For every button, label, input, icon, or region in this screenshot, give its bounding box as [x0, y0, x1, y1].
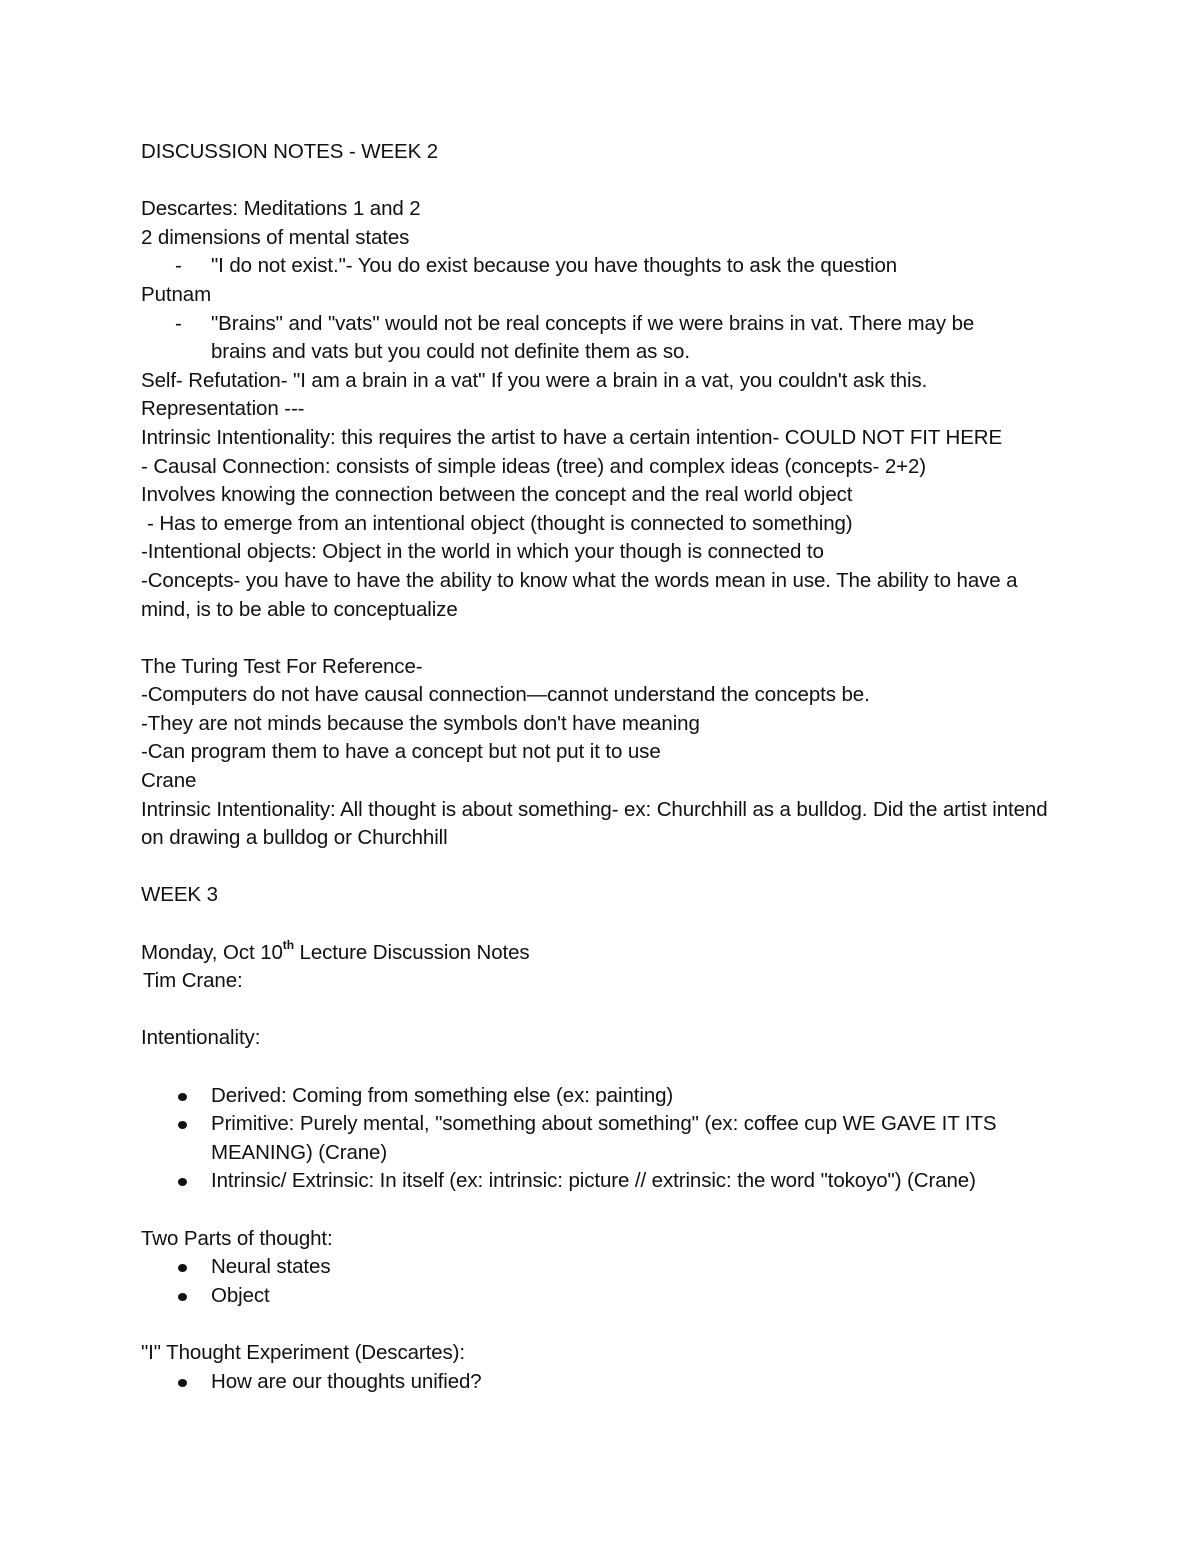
intentional-objects-line: -Intentional objects: Object in the world in which your though is connected to: [141, 540, 824, 564]
self-refutation-line: Self- Refutation- "I am a brain in a vat" If you were a brain in a vat, you couldn't ask this.: [141, 368, 928, 392]
tim-crane-line: Tim Crane:: [143, 969, 243, 993]
causal-connection-line: - Causal Connection: consists of simple ideas (tree) and complex ideas (concepts- 2+2): [141, 454, 927, 478]
two-parts-heading: Two Parts of thought:: [141, 1226, 333, 1250]
dimensions-line: 2 dimensions of mental states: [141, 225, 410, 249]
bullet-list-item: [141, 1110, 1051, 1167]
monday-superscript: th: [282, 937, 294, 952]
bullet-dot-icon: [178, 1264, 187, 1272]
blank-line: [141, 910, 1071, 939]
bullet-list-item: [141, 1082, 1071, 1111]
monday-heading: [141, 939, 1071, 968]
dash-item-text: "Brains" and "vats" would not be real concepts if we were brains in vat. There may be brains and vats but you could not definite them as so.: [211, 311, 975, 364]
bullet-text: Intrinsic/ Extrinsic: In itself (ex: intrinsic: picture // extrinsic: the word "tokoyo") (Crane): [211, 1169, 976, 1193]
bullet-dot-icon: [178, 1178, 187, 1186]
bullet-dot-icon: [178, 1121, 187, 1129]
bullet-list-item: [141, 1368, 1071, 1397]
bullet-list-item: [141, 1253, 1071, 1282]
blank-line: [141, 1053, 1071, 1082]
dash-marker: -: [175, 254, 182, 278]
bullet-text: How are our thoughts unified?: [211, 1369, 482, 1393]
monday-prefix: Monday, Oct 10: [141, 940, 283, 964]
blank-line: [141, 167, 1071, 196]
blank-line: [141, 624, 1071, 653]
bullet-dot-icon: [178, 1379, 187, 1387]
bullet-dot-icon: [178, 1093, 187, 1101]
blank-line: [141, 1310, 1071, 1339]
intrinsic-intentionality-crane-line: Intrinsic Intentionality: All thought is about something- ex: Churchhill as a bulldog. Did the artist intend on drawing a bulldog or Churchhill: [141, 797, 1048, 850]
descartes-heading: Descartes: Meditations 1 and 2: [141, 197, 421, 221]
concepts-line: -Concepts- you have to have the ability to know what the words mean in use. The ability to have a mind, is to be able to conceptualize: [141, 568, 1018, 621]
monday-suffix: Lecture Discussion Notes: [293, 940, 530, 964]
document-body: [141, 138, 1071, 1396]
involves-knowing-line: Involves knowing the connection between the concept and the real world object: [141, 483, 853, 507]
computers-line: -Computers do not have causal connection—cannot understand the concepts be.: [141, 683, 870, 707]
blank-line: [141, 996, 1071, 1025]
crane-heading: Crane: [141, 769, 197, 793]
bullet-list-item: [141, 1282, 1071, 1311]
not-minds-line: -They are not minds because the symbols don't have meaning: [141, 711, 700, 735]
blank-line: [141, 1196, 1071, 1225]
dash-marker: -: [175, 311, 182, 335]
intentionality-heading: Intentionality:: [141, 1026, 261, 1050]
document-title: DISCUSSION NOTES - WEEK 2: [141, 140, 439, 163]
i-thought-heading: "I" Thought Experiment (Descartes):: [141, 1340, 465, 1364]
has-to-emerge-line: - Has to emerge from an intentional object (thought is connected to something): [147, 511, 853, 535]
putnam-heading: Putnam: [141, 282, 212, 306]
turing-heading: The Turing Test For Reference-: [141, 654, 423, 678]
intrinsic-intentionality-line: Intrinsic Intentionality: this requires the artist to have a certain intention- COULD NOT FIT HERE: [141, 425, 1003, 449]
bullet-text: Object: [211, 1283, 270, 1307]
bullet-dot-icon: [178, 1293, 187, 1301]
dash-item-text: "I do not exist."- You do exist because you have thoughts to ask the question: [211, 254, 898, 278]
dash-list-item: [141, 252, 1071, 281]
bullet-text: Neural states: [211, 1255, 331, 1279]
week3-heading: WEEK 3: [141, 883, 218, 907]
dash-list-item: [141, 310, 1031, 367]
blank-line: [141, 853, 1071, 882]
representation-line: Representation ---: [141, 397, 305, 421]
bullet-text: Primitive: Purely mental, "something about something" (ex: coffee cup WE GAVE IT ITS MEANING) (Crane): [211, 1112, 997, 1164]
bullet-text: Derived: Coming from something else (ex: painting): [211, 1083, 674, 1107]
bullet-list-item: [141, 1167, 1071, 1196]
program-line: -Can program them to have a concept but not put it to use: [141, 740, 661, 764]
